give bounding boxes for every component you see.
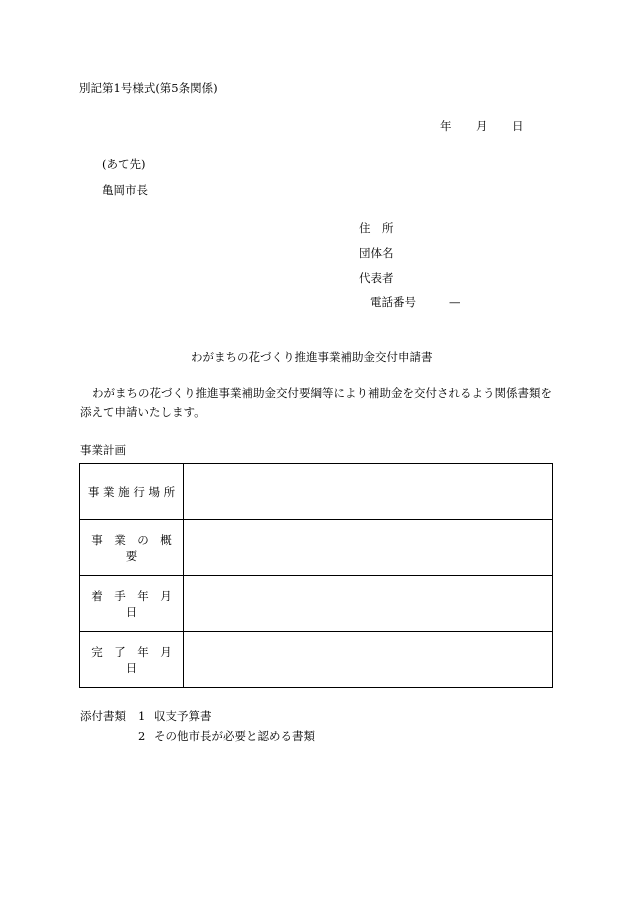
addressee-name: 亀岡市長	[102, 183, 148, 197]
plan-row	[80, 632, 553, 688]
form-label: 別記第1号様式(第5条関係)	[79, 81, 218, 95]
addressee-heading: (あて先)	[102, 157, 146, 171]
plan-row-value	[184, 576, 553, 632]
attachment-item	[138, 708, 212, 724]
attachments-label: 添付書類	[80, 709, 126, 723]
plan-row	[80, 520, 553, 576]
plan-title: 事業計画	[80, 443, 126, 457]
plan-row-value	[184, 520, 553, 576]
attachment-item	[138, 728, 315, 744]
date-line	[440, 118, 524, 134]
attachment-number: 1	[138, 709, 146, 723]
plan-row-label: 事 業 の 概 要	[80, 520, 184, 576]
body-text: わがまちの花づくり推進事業補助金交付要綱等により補助金を交付されるよう関係書類を添えて申請いたします。	[80, 386, 552, 419]
date-month: 月	[476, 119, 488, 133]
document-title: わがまちの花づくり推進事業補助金交付申請書	[191, 350, 433, 364]
plan-table	[79, 463, 553, 688]
applicant-phone-label: 電話番号	[370, 295, 416, 309]
date-year: 年	[440, 119, 452, 133]
applicant-representative-label: 代表者	[359, 271, 394, 285]
attachment-text: その他市長が必要と認める書類	[154, 729, 315, 743]
plan-row-value	[184, 632, 553, 688]
plan-row	[80, 576, 553, 632]
plan-row-label: 完 了 年 月 日	[80, 632, 184, 688]
applicant-address-label: 住 所	[359, 221, 394, 235]
date-day: 日	[512, 119, 524, 133]
attachment-text: 収支予算書	[154, 709, 212, 723]
plan-row	[80, 464, 553, 520]
phone-dash: —	[449, 295, 461, 309]
attachment-number: 2	[138, 729, 146, 743]
plan-row-value	[184, 464, 553, 520]
plan-row-label: 事 業 施 行 場 所	[80, 464, 184, 520]
applicant-group-label: 団体名	[359, 246, 394, 260]
applicant-phone	[370, 294, 461, 310]
plan-row-label: 着 手 年 月 日	[80, 576, 184, 632]
